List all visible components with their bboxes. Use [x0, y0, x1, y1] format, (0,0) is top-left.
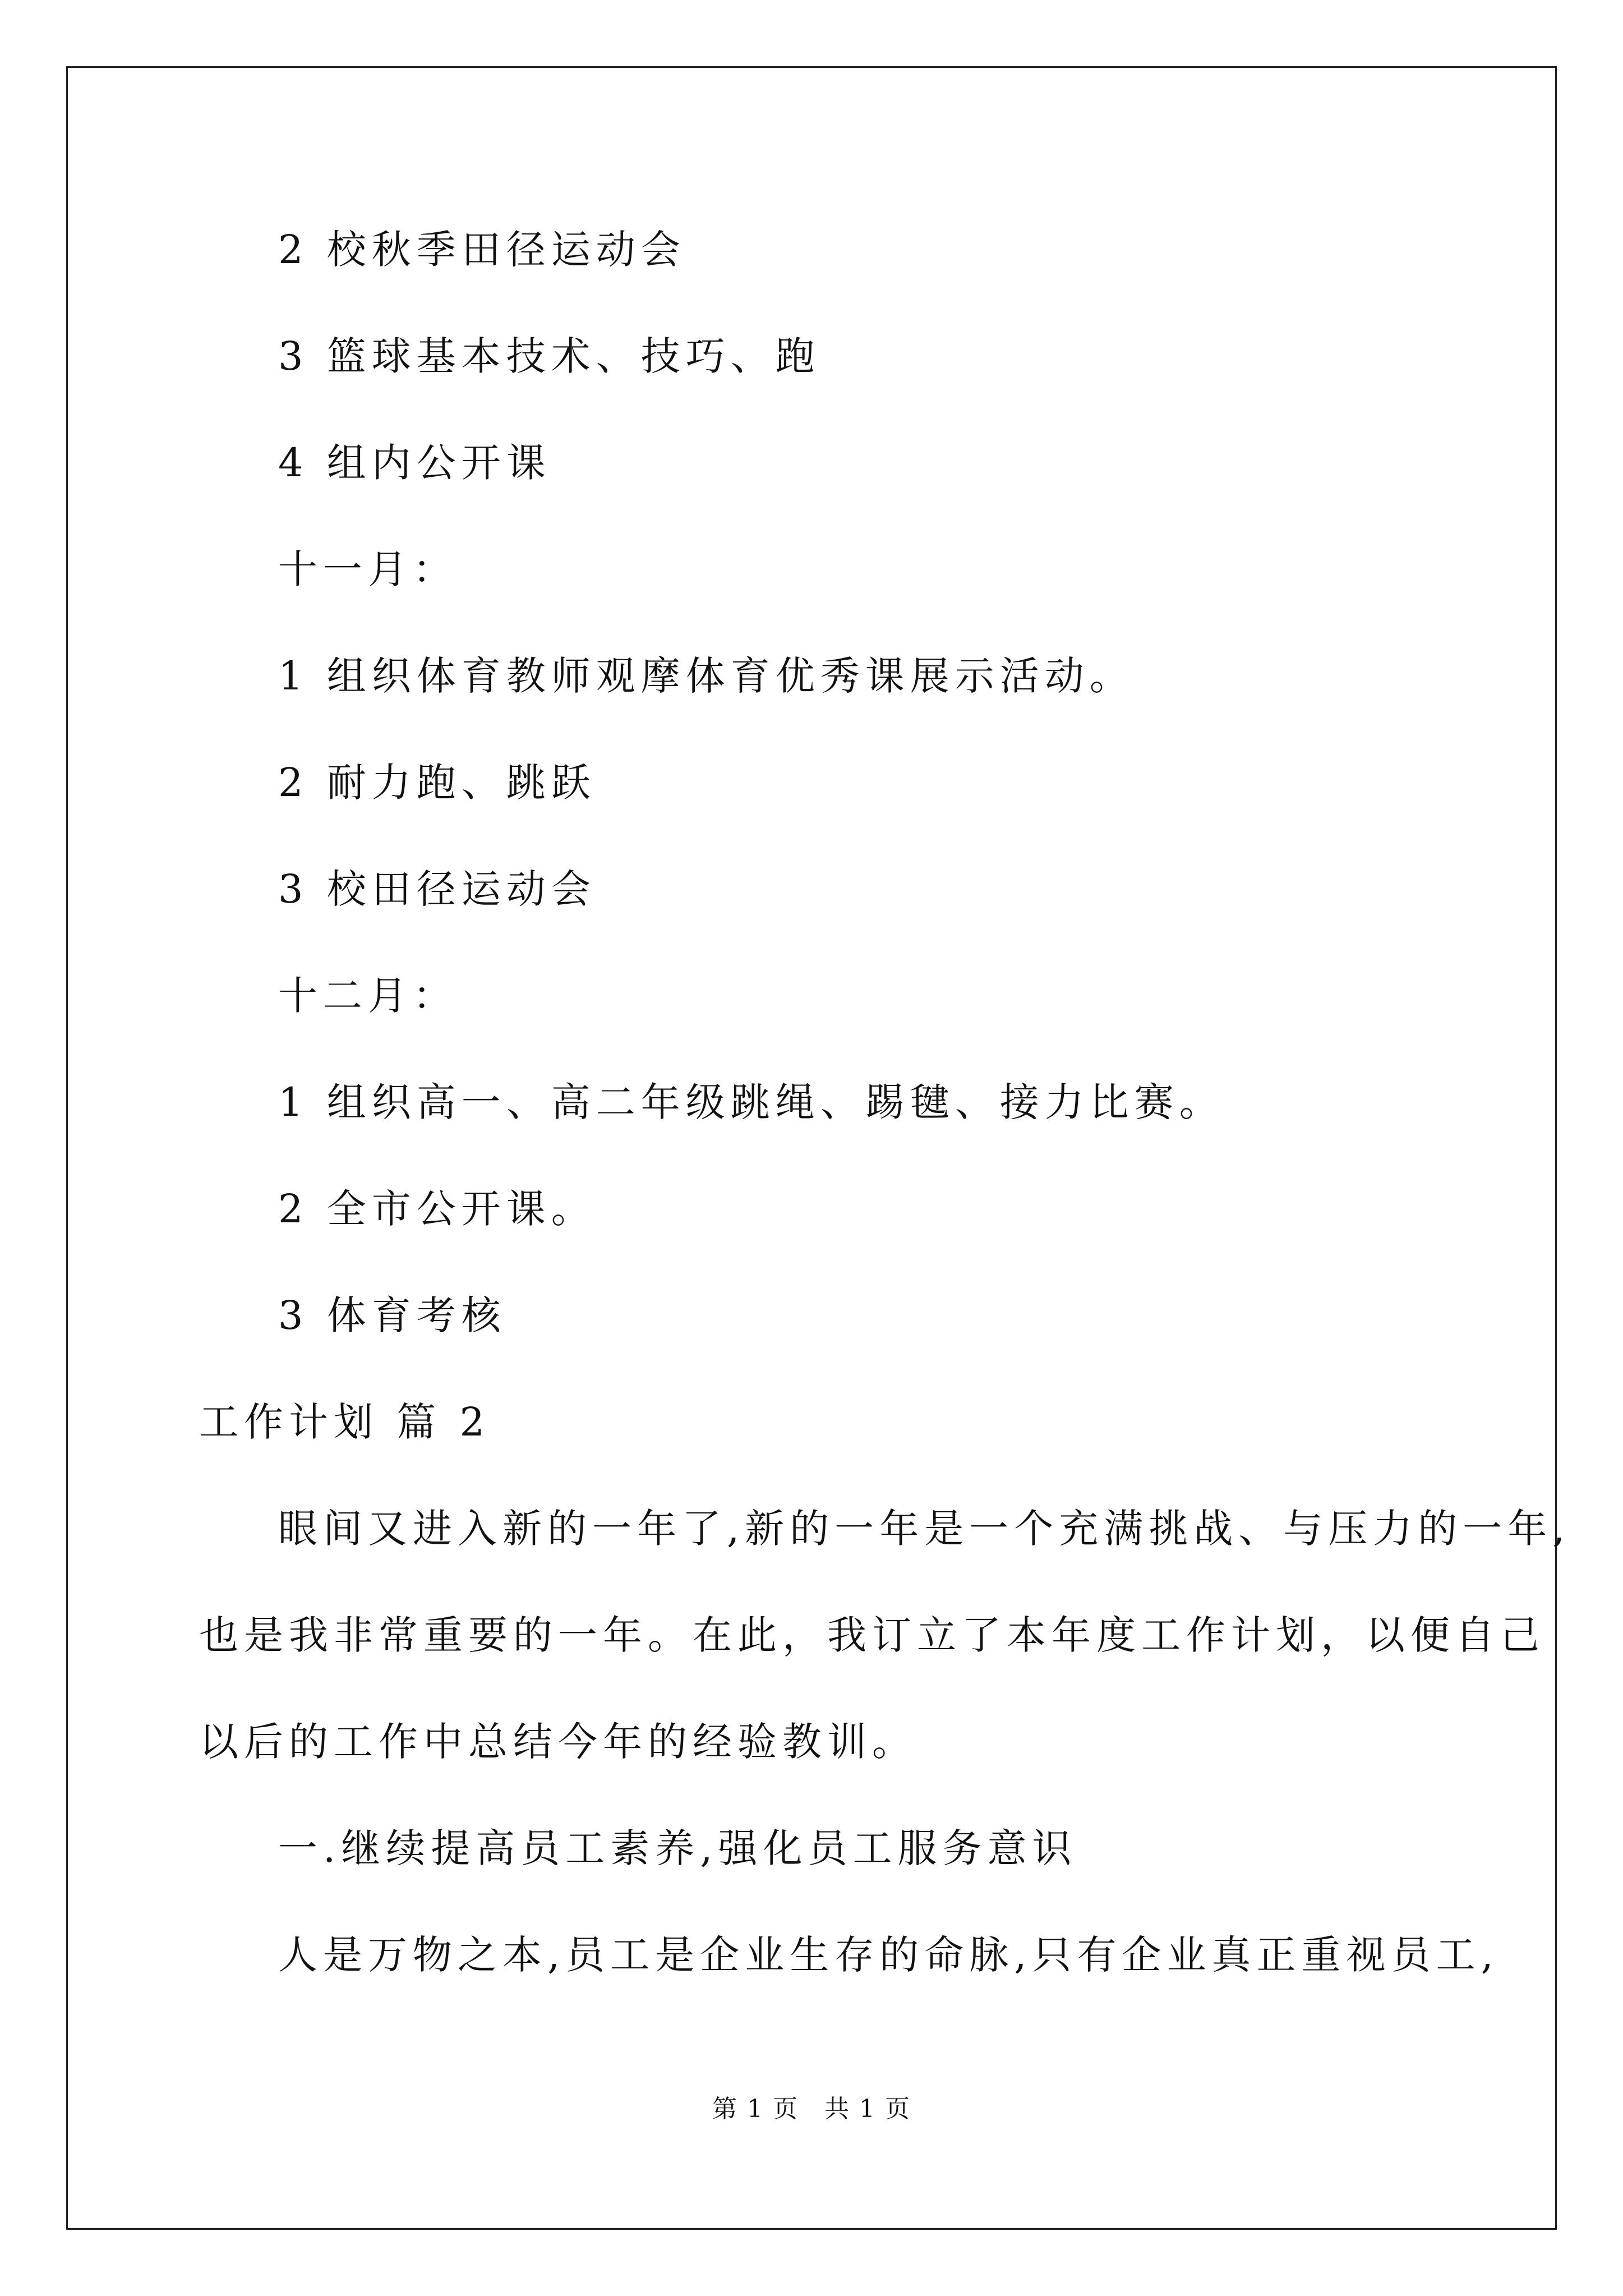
- list-item-group-open-class: 4 组内公开课: [278, 440, 551, 486]
- list-item-basketball-skills: 3 篮球基本技术、技巧、跑: [278, 333, 820, 379]
- page-border: [66, 66, 1557, 2230]
- paragraph-line: 人是万物之本,员工是企业生存的命脉,只有企业真正重视员工,: [278, 1932, 1499, 1978]
- subheading-staff-quality: 一.继续提高员工素养,强化员工服务意识: [278, 1825, 1077, 1871]
- paragraph-line: 也是我非常重要的一年。在此，我订立了本年度工作计划，以便自己: [199, 1612, 1545, 1658]
- list-item-observe-lessons: 1 组织体育教师观摩体育优秀课展示活动。: [278, 653, 1135, 699]
- paragraph-line: 眼间又进入新的一年了,新的一年是一个充满挑战、与压力的一年,: [278, 1506, 1571, 1552]
- month-heading-december: 十二月：: [278, 973, 458, 1019]
- month-heading-november: 十一月：: [278, 546, 458, 592]
- list-item-city-open-class: 2 全市公开课。: [278, 1186, 596, 1232]
- list-item-school-track-meet: 3 校田径运动会: [278, 866, 596, 912]
- list-item-endurance-jump: 2 耐力跑、跳跃: [278, 760, 596, 806]
- list-item-pe-assessment: 3 体育考核: [278, 1292, 506, 1338]
- paragraph-line: 以后的工作中总结今年的经验教训。: [199, 1719, 917, 1765]
- list-item-school-autumn-meet: 2 校秋季田径运动会: [278, 227, 686, 273]
- page-number-footer: 第 1 页 共 1 页: [712, 2095, 911, 2123]
- list-item-competitions: 1 组织高一、高二年级跳绳、踢毽、接力比赛。: [278, 1079, 1224, 1125]
- section-heading-plan-2: 工作计划 篇 2: [199, 1399, 491, 1445]
